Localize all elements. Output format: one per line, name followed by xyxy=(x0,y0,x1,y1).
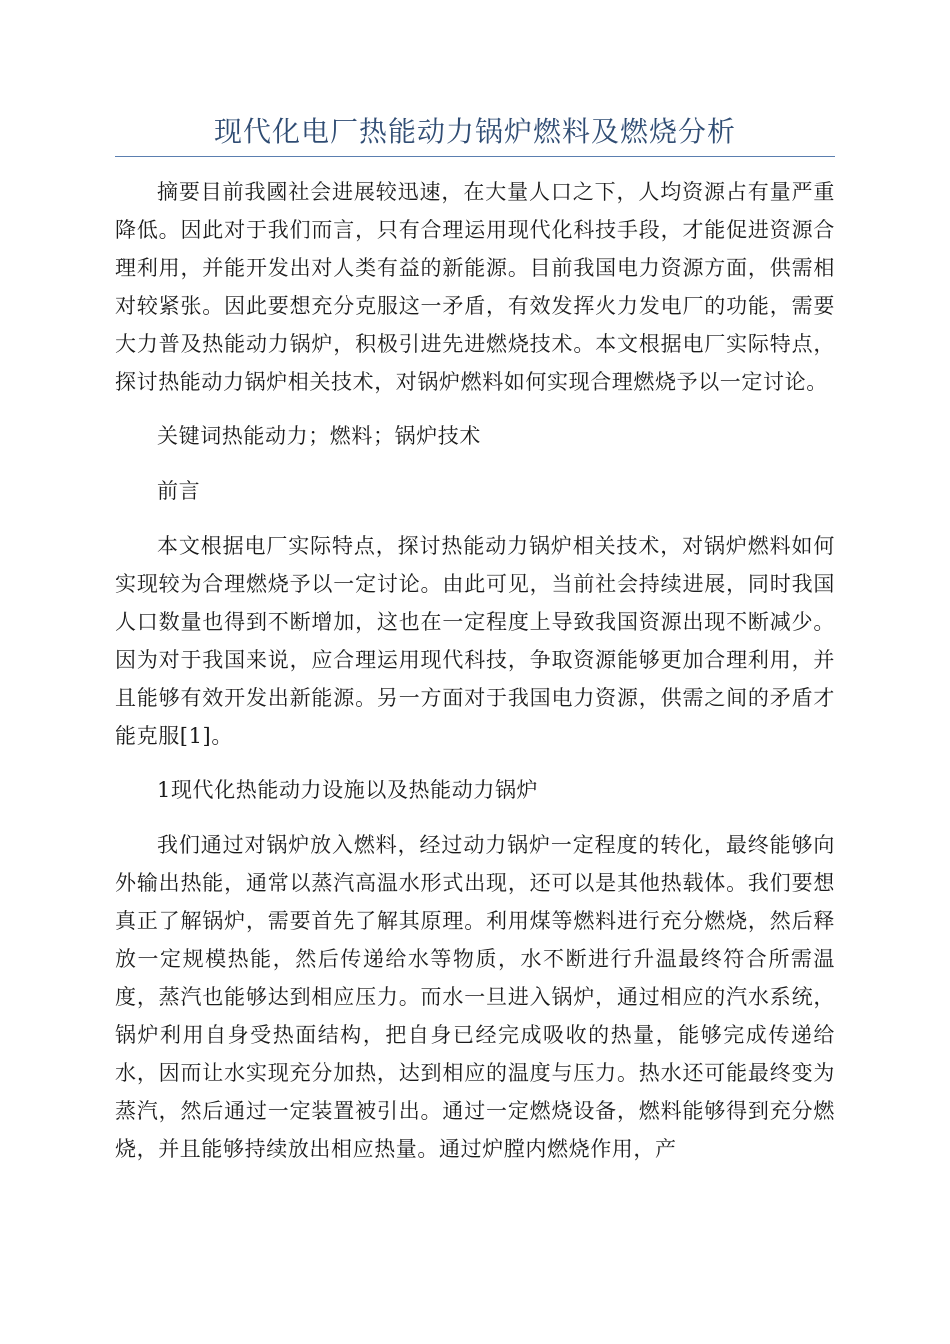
preface-paragraph: 本文根据电厂实际特点，探讨热能动力锅炉相关技术，对锅炉燃料如何实现较为合理燃烧予以一定讨论。由此可见，当前社会持续进展，同时我国人口数量也得到不断增加，这也在一定程度上导致我国资源出现不断减少。因为对于我国来说，应合理运用现代科技，争取资源能够更加合理利用，并且能够有效开发出新能源。另一方面对于我国电力资源，供需之间的矛盾才能克服[1]。 xyxy=(115,534,835,748)
document-body xyxy=(115,173,835,1184)
abstract-paragraph: 摘要目前我國社会进展较迅速，在大量人口之下，人均资源占有量严重降低。因此对于我们而言，只有合理运用现代化科技手段，才能促进资源合理利用，并能开发出对人类有益的新能源。目前我国电力资源方面，供需相对较紧张。因此要想充分克服这一矛盾，有效发挥火力发电厂的功能，需要大力普及热能动力锅炉，积极引进先进燃烧技术。本文根据电厂实际特点，探讨热能动力锅炉相关技术，对锅炉燃料如何实现合理燃烧予以一定讨论。 xyxy=(115,180,835,394)
preface-heading: 前言 xyxy=(157,479,201,503)
section-1-paragraph: 我们通过对锅炉放入燃料，经过动力锅炉一定程度的转化，最终能够向外输出热能，通常以蒸汽高温水形式出现，还可以是其他热载体。我们要想真正了解锅炉，需要首先了解其原理。利用煤等燃料进行充分燃烧，然后释放一定规模热能，然后传递给水等物质，水不断进行升温最终符合所需温度，蒸汽也能够达到相应压力。而水一旦进入锅炉，通过相应的汽水系统，锅炉利用自身受热面结构，把自身已经完成吸收的热量，能够完成传递给水，因而让水实现充分加热，达到相应的温度与压力。热水还可能最终变为蒸汽，然后通过一定装置被引出。通过一定燃烧设备，燃料能够得到充分燃烧，并且能够持续放出相应热量。通过炉膛内燃烧作用，产 xyxy=(115,833,835,1161)
title-underline xyxy=(115,156,835,157)
keywords-line: 关键词热能动力；燃料；锅炉技术 xyxy=(157,424,481,448)
document-title: 现代化电厂热能动力锅炉燃料及燃烧分析 xyxy=(213,115,736,148)
section-1-heading: 1现代化热能动力设施以及热能动力锅炉 xyxy=(157,778,539,802)
